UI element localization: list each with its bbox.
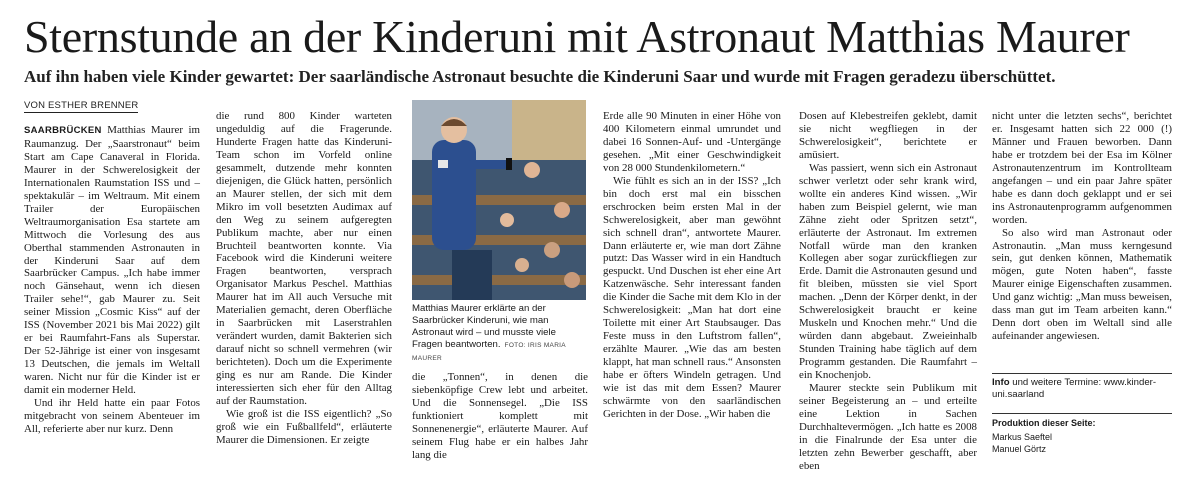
info-link[interactable]: und weitere Termine: www.kinder-uni.saarland: [992, 377, 1157, 400]
byline: VON ESTHER BRENNER: [24, 100, 139, 111]
article-paragraph: Und ihr Held hatte ein paar Fotos mitgebracht von seinem Abenteuer im All, referierte aber nur kurz. Denn: [24, 397, 200, 435]
article-paragraph: So also wird man Astronaut oder Astronautin. „Man muss kerngesund sein, gut denken können, Mathematik mögen, gute Noten haben“, fasste Maurer einige Eigenschaften zusammen. Und ganz wichtig: „Man muss beweisen, dass man gut im Team arbeiten kann.“ Denn dort oben im Weltall sind alle aufeinander angewiesen.: [992, 226, 1172, 343]
article-column-4: [603, 110, 781, 421]
article-column-2: [216, 110, 392, 447]
article-paragraph: Was passiert, wenn sich ein Astronaut schwer verletzt oder sehr krank wird, wollte ein anderes Kind wissen. „Wir haben zum Beispiel gelernt, wie man Zähne zieht oder Spritzen setzt“, erläuterte der Astronaut. Im extremen Notfall würde man den kranken Kollegen aber sogar zurückfliegen zur Erde. Damit die Astronauten gesund und fit bleiben, müssten sie viel Sport machen. „Denn der Körper denkt, in der Schwerelosigkeit braucht er keine Muskeln und Knochen mehr.“ Und die würden dann abgebaut. Zweieinhalb Stunden Training habe täglich auf dem Programm gestanden. Die Raumfahrt – ein Knochenjob.: [799, 161, 977, 382]
article-photo: [412, 100, 586, 300]
article-paragraph: nicht unter die letzten sechs“, berichtet er. Insgesamt hatten sich 22 000 (!) Männer und Frauen beworben. Dann habe er trotzdem bei der Esa im Kölner Astronautenzentrum im Kontrollteam angefangen – und ein paar Jahre später habe es dann doch geklappt und er sei ins Astronautenprogramm aufgenommen worden.: [992, 110, 1172, 226]
article-column-5: [799, 110, 977, 473]
article-column-6: [992, 110, 1172, 343]
dateline: SAARBRÜCKEN: [24, 125, 102, 136]
article-paragraph: Maurer steckte sein Publikum mit seiner Begeisterung an – und erteilte eine Lektion in Sachen Durchhaltevermögen. „Ich hatte es 2008 in die Finalrunde der Esa unter die letzten zehn Bewerber geschafft, aber eben: [799, 382, 977, 472]
article-paragraph: die „Tonnen“, in denen die siebenköpfige Crew lebt und arbeitet. Und die Sonnensegel. „Die ISS funktioniert komplett mit Sonnenenergie“, erläuterte Maurer. Auf seinem Flug habe er ein halbes Jahr lang die: [412, 371, 588, 461]
photo-astronaut-lecture-hall: [412, 100, 586, 300]
photo-credit: FOTO: IRIS MARIA MAURER: [412, 342, 566, 362]
article-paragraph: Wie groß ist die ISS eigentlich? „So groß wie ein Fußballfeld“, erläuterte Maurer die Dimensionen. Er zeigte: [216, 407, 392, 446]
article-column-3: [412, 371, 588, 462]
article-column-1: [24, 124, 200, 436]
article-paragraph: Erde alle 90 Minuten in einer Höhe von 400 Kilometern einmal umrundet und dabei 16 Sonnen-Auf- und -Untergänge gesehen. „Mit einer Geschwindigkeit von 28 000 Stundenkilometern.“: [603, 110, 781, 174]
article-paragraph: die rund 800 Kinder warteten ungeduldig auf die Fragerunde. Hunderte Fragen hatte das Kinderuni-Team schon im Vorfeld online gesammelt, dutzende mehr konnten diejenigen, die Glück hatten, persönlich an Maurer stellen, der sich mit dem Mikro im voll besetzten Audimax auf den Weg zu seinem aufgeregten Publikum machte, aber nur einen Bruchteil beantworten konnte. Via Facebook wird die Kinderuni weitere Fragen beantworten, versprach Organisator Markus Peschel. Matthias Maurer hat im All auch Versuche mit Materialien gemacht, deren Oberfläche in Saarbrücken mit Laserstrahlen verändert wurden, damit Bakterien sich darauf nicht so schnell vermehren (wir berichteten). Doch um die Experimente ging es nur am Rande. Die Kinder interessierten sich eher für den Alltag auf der Raumstation.: [216, 110, 392, 407]
production-name: Markus Saeftel: [992, 432, 1053, 442]
production-box: [992, 413, 1172, 455]
info-label: Info: [992, 377, 1010, 388]
article-paragraph: Dosen auf Klebestreifen geklebt, damit sie nicht wegfliegen in der Schwerelosigkeit“, berichtete er amüsiert.: [799, 110, 977, 161]
caption-text: Matthias Maurer erklärte an der Saarbrücker Kinderuni, wie man Astronaut wird – und musste viele Fragen beantworten.: [412, 303, 556, 350]
article-paragraph: Wie fühlt es sich an in der ISS? „Ich bin doch erst mal ein bisschen erschrocken beim ersten Mal in der Schwerelosigkeit, aber man gewöhnt sich schnell dran“, antwortete Maurer. Dann erläuterte er, wie man dort Zähne putzt: Das Wasser wird in ein Handtuch gespuckt. Und Duschen ist eher eine Art Katzenwäsche. Sehr interessant fanden die Kinder die Sache mit dem Klo in der Schwerelosigkeit: „Man hat dort eine Toilette mit einer Art Staubsauger. Das Feste muss in den Luftstrom fallen“, erzählte Maurer. „Wie das am besten klappt, hat man schnell raus.“ Ansonsten habe er öfters Windeln getragen. Und wie ist das mit dem Essen? Maurer schwärmte von den saarländischen Gerichten in der Dose. „Wir haben die: [603, 174, 781, 420]
paragraph-text: Matthias Maurer im Raumanzug. Der „Saarstronaut“ beim Start am Cape Canaveral in Florida. Maurer in der Schwerelosigkeit der Internationalen Raumstation ISS und – spektakulär – im Weltraum. Mit einem Trailer der Europäischen Weltraumorganisation Esa startete am Mittwoch die Vorlesung des aus Oberthal stammenden Astronauten in der Kinderuni Saar auf dem Saarbrücker Campus. „Ich habe immer noch Gänsehaut, wenn ich diesen Trailer sehe!“, gab Maurer zu. Seit seiner Mission „Cosmic Kiss“ auf der ISS (November 2021 bis Mai 2022) gilt er bei Raumfahrt-Fans als Superstar. Der 52-Jährige ist einer von insgesamt 13 Deutschen, die jemals im Weltall waren. Nicht nur für die Kinder ist er damit ein moderner Held.: [24, 124, 200, 397]
photo-caption: [412, 303, 588, 365]
article-paragraph: [24, 124, 200, 397]
info-box: [992, 373, 1172, 401]
headline: Sternstunde an der Kinderuni mit Astronaut Matthias Maurer: [24, 11, 1130, 62]
subheadline: Auf ihn haben viele Kinder gewartet: Der saarländische Astronaut besuchte die Kinderuni Saar und wurde mit Fragen geradezu überschüttet.: [24, 67, 1056, 86]
production-name: Manuel Görtz: [992, 444, 1047, 454]
production-title: Produktion dieser Seite:: [992, 418, 1096, 428]
